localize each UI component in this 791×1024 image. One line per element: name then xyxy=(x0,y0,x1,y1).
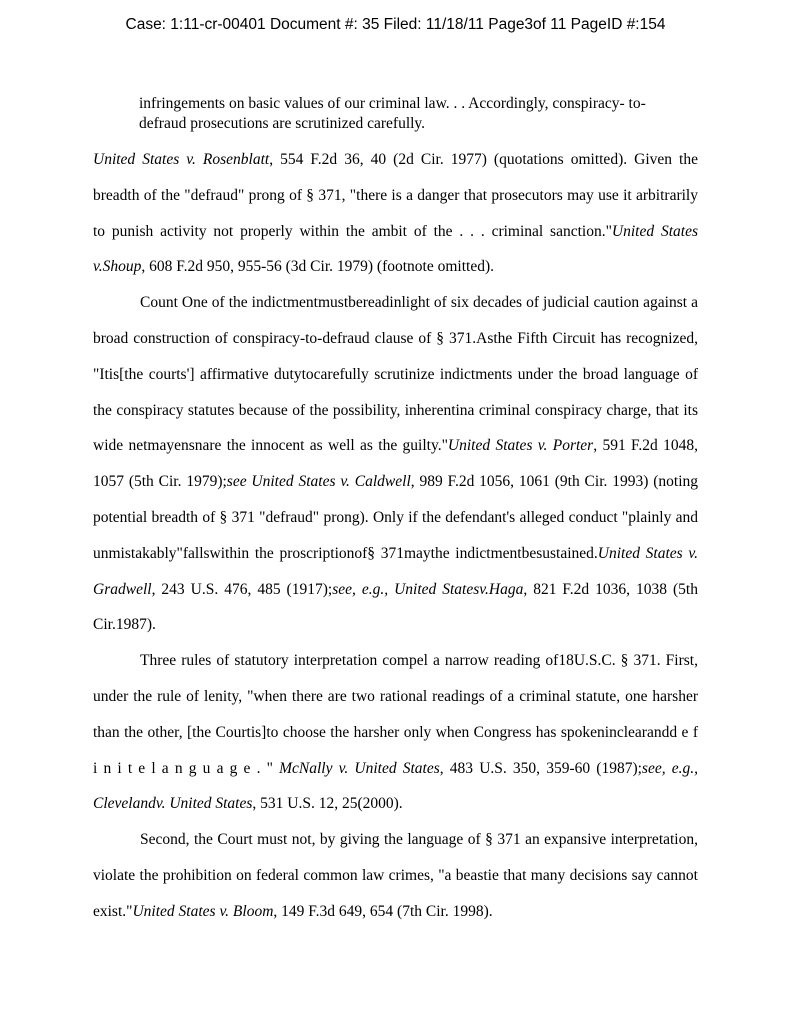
paragraph-3 xyxy=(93,643,698,822)
paragraph-text: Second, the Court must not, by giving the language of § 371 an expansive interpretation, violate the prohibition on federal common law crimes, "a beastie that many decisions say cannot exist." xyxy=(93,831,698,920)
paragraph-text: , 149 F.3d 649, 654 (7th Cir. 1998). xyxy=(273,902,493,920)
paragraph-text: , 483 U.S. 350, 359-60 (1987); xyxy=(439,759,642,777)
citation-case-name: United States v. Gradwell xyxy=(93,544,698,598)
paragraph-text: Three rules of statutory interpretation compel a narrow reading of18U.S.C. § 371. First, under the rule of lenity, "when there are two rational readings of a criminal statute, one harsher than the other, [the Courtis]to choose the harsher only when Congress has spokeninclearandd e f i n i t e l a n g u a g e . " xyxy=(93,652,698,777)
paragraph-text: , 554 F.2d 36, 40 (2d Cir. 1977) (quotations omitted). Given the breadth of the "defraud" prong of § 371, "there is a danger that prosecutors may use it arbitrarily to punish activity not properly within the ambit of the . . . criminal sanction." xyxy=(93,151,698,240)
case-header: Case: 1:11-cr-00401 Document #: 35 Filed: 11/18/11 Page3of 11 PageID #:154 xyxy=(125,16,666,33)
paragraph-1 xyxy=(93,142,698,285)
paragraph-text: , 608 F.2d 950, 955-56 (3d Cir. 1979) (footnote omitted). xyxy=(141,258,495,276)
citation-case-name: see, e.g., Clevelandv. United States xyxy=(93,759,699,813)
paragraph-text: Count One of the indictmentmustbereadinlight of six decades of judicial caution against a broad construction of conspiracy-to-defraud clause of § 371.Asthe Fifth Circuit has recognized, "Itis[the courts'] affirmative dutytocarefully scrutinize indictments under the broad language of the conspiracy statutes because of the possibility, inherentina criminal conspiracy charge, that its wide netmayensnare the innocent as well as the guilty." xyxy=(93,294,698,455)
citation-case-name: United States v. Rosenblatt xyxy=(93,151,270,168)
paragraph-4 xyxy=(93,822,698,929)
citation-case-name: United States v. Bloom xyxy=(132,902,274,920)
citation-case-name: see United States v. Caldwell xyxy=(226,473,411,491)
citation-case-name: United States v. Porter xyxy=(447,437,594,455)
citation-case-name: United States v.Shoup xyxy=(93,222,698,276)
citation-case-name: see, e.g., United Statesv.Haga xyxy=(332,580,524,598)
paragraph-text: , 989 F.2d 1056, 1061 (9th Cir. 1993) (noting potential breadth of § 371 "defraud" prong). Only if the defendant's alleged conduct "plainly and unmistakably"fallswithin the proscriptionof§ 371maythe indictmentbesustained. xyxy=(93,473,698,562)
paragraph-text: , 591 F.2d 1048, 1057 (5th Cir. 1979); xyxy=(93,437,699,491)
paragraph-2 xyxy=(93,285,698,643)
paragraph-text: , 531 U.S. 12, 25(2000). xyxy=(252,795,403,813)
paragraph-text: , 821 F.2d 1036, 1038 (5th Cir.1987). xyxy=(93,580,698,634)
paragraph-text: , 243 U.S. 476, 485 (1917); xyxy=(151,580,333,598)
citation-case-name: McNally v. United States xyxy=(279,759,440,777)
body-text xyxy=(93,142,698,930)
block-quote: infringements on basic values of our criminal law. . . Accordingly, conspiracy- to-defraud prosecutions are scrutinized carefully. xyxy=(139,95,646,132)
